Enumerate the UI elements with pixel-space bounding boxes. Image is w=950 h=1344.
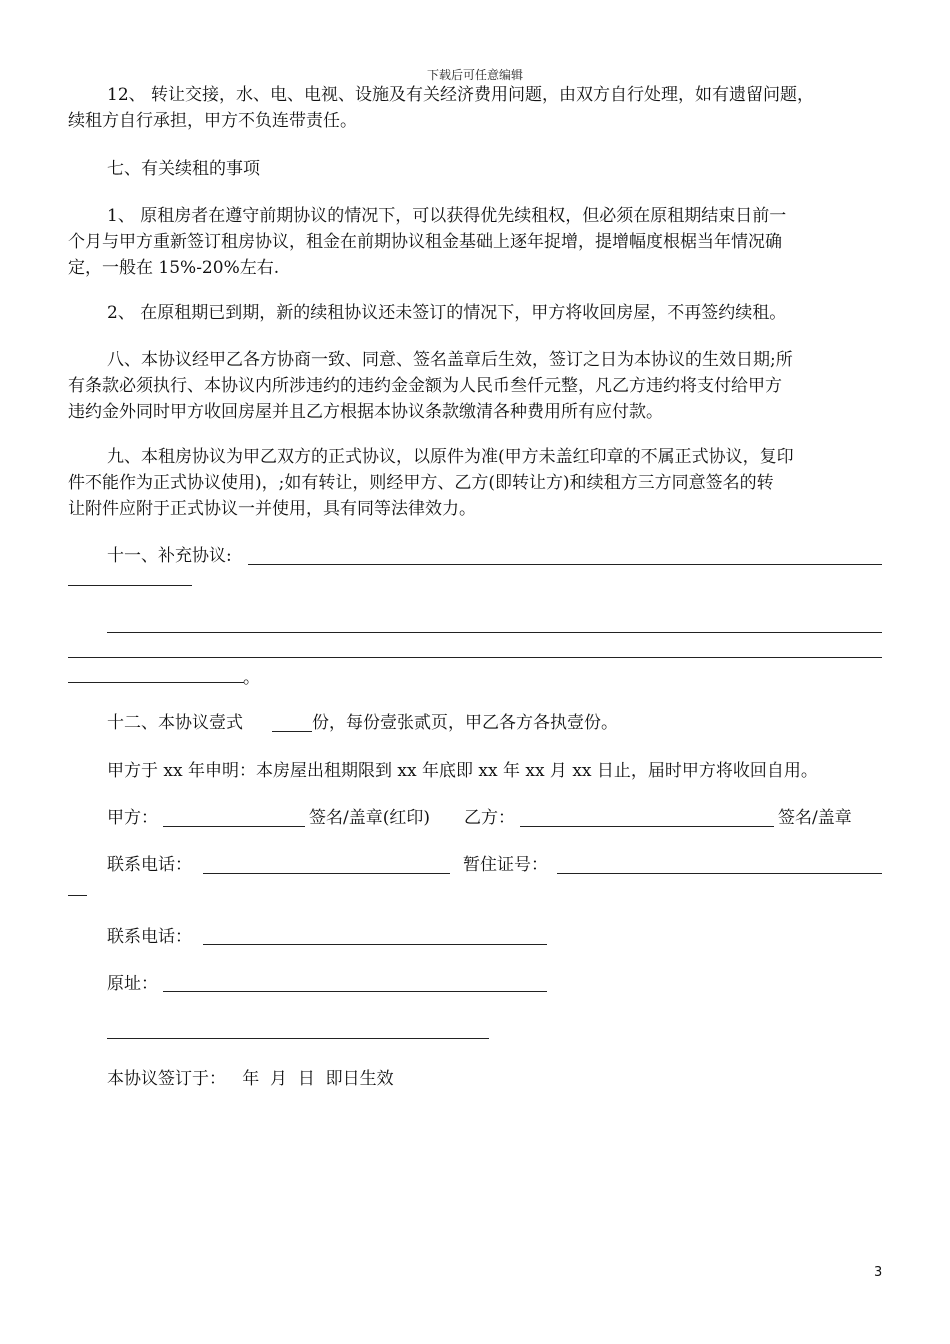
section-9-line-1: 九、本租房协议为甲乙双方的正式协议，以原件为准(甲方未盖红印章的不属正式协议，复印: [107, 447, 794, 467]
supplement-line-3: [68, 657, 882, 658]
temp-id-label: 暂住证号：: [463, 855, 548, 875]
section-8-line-3: 违约金外同时甲方收回房屋并且乙方根据本协议条款缴清各种费用所有应付款。: [68, 402, 663, 422]
phone-label-2: 联系电话：: [107, 927, 192, 947]
address-label: 原址：: [107, 974, 158, 994]
section-11-label: 十一、补充协议:: [107, 546, 232, 566]
party-a-label: 甲方：: [107, 808, 158, 828]
section-9-line-2: 件不能作为正式协议使用)，;如有转让，则经甲方、乙方(即转让方)和续租方三方同意签名的转: [68, 473, 774, 493]
phone-line-2: [203, 944, 547, 945]
party-b-signature-line: [520, 826, 774, 827]
section-8-line-2: 有条款必须执行、本协议内所涉违约的违约金金额为人民币叁仟元整，凡乙方违约将支付给甲方: [68, 376, 782, 396]
phone-label-1: 联系电话：: [107, 855, 192, 875]
section-7-p1-line-3: 定，一般在 15%-20%左右.: [68, 258, 280, 278]
temp-id-line: [557, 873, 882, 874]
section-7-p2: 2、 在原租期已到期，新的续租协议还未签订的情况下，甲方将收回房屋，不再签约续租。: [107, 303, 787, 323]
phone-line-1: [203, 873, 450, 874]
section-7-p1-line-1: 1、 原租房者在遵守前期协议的情况下，可以获得优先续租权，但必须在原租期结束日前一: [107, 206, 787, 226]
supplement-end-mark: 。: [243, 668, 260, 688]
section-12-text-before: 十二、本协议壹式: [107, 713, 243, 733]
section-8-line-1: 八、本协议经甲乙各方协商一致、同意、签名盖章后生效，签订之日为本协议的生效日期;所: [107, 350, 793, 370]
party-b-label: 乙方：: [464, 808, 515, 828]
item-12-line-2: 续租方自行承担，甲方不负连带责任。: [68, 111, 357, 131]
address-line-1: [163, 991, 547, 992]
item-12-line-1: 12、 转让交接，水、电、电视、设施及有关经济费用问题，由双方自行处理，如有遗留问题，: [107, 85, 815, 105]
supplement-line-4: [68, 682, 244, 683]
page-number: 3: [874, 1265, 883, 1280]
party-b-sign-label: 签名/盖章: [778, 808, 852, 828]
party-a-signature-line: [163, 826, 305, 827]
section-9-line-3: 让附件应附于正式协议一并使用，具有同等法律效力。: [68, 499, 476, 519]
party-a-sign-label: 签名/盖章(红印): [309, 808, 430, 828]
temp-id-line-wrap: [68, 895, 87, 896]
supplement-line-2: [107, 632, 882, 633]
landlord-statement: 甲方于 xx 年申明：本房屋出租期限到 xx 年底即 xx 年 xx 月 xx 日止，届时甲方将收回自用。: [107, 761, 818, 781]
copies-count-blank: [272, 731, 312, 732]
supplement-line-1-wrap: [68, 585, 192, 586]
signed-date: 本协议签订于： 年 月 日 即日生效: [107, 1069, 394, 1089]
section-7-p1-line-2: 个月与甲方重新签订租房协议，租金在前期协议租金基础上逐年捉增，提增幅度根椐当年情况确: [68, 232, 782, 252]
supplement-line-1: [248, 564, 882, 565]
section-7-heading: 七、有关续租的事项: [107, 159, 260, 179]
address-line-2: [107, 1038, 489, 1039]
section-12-text-after: 份，每份壹张贰页，甲乙各方各执壹份。: [312, 713, 618, 733]
header-note: 下载后可任意编辑: [426, 68, 523, 82]
